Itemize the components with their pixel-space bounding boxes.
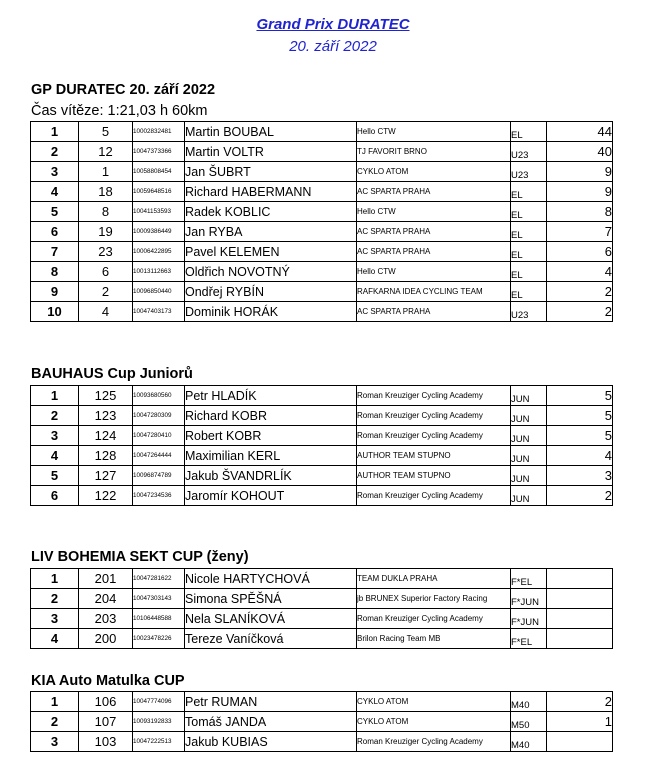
result-row [31,406,613,426]
license-cell: 10047403173 [133,302,185,322]
points-cell: 5 [547,426,613,446]
rank-cell: 4 [31,629,79,649]
license-cell: 10047774096 [133,692,185,712]
rider-name-cell: Radek KOBLIC [185,202,357,222]
category-cell: EL [511,202,547,222]
rider-name-cell: Simona SPĚŠNÁ [185,589,357,609]
rank-cell: 3 [31,732,79,752]
points-cell: 3 [547,466,613,486]
bib-cell: 5 [79,122,133,142]
bib-cell: 201 [79,569,133,589]
rider-name-cell: Richard KOBR [185,406,357,426]
bib-cell: 23 [79,242,133,262]
result-row [31,386,613,406]
club-cell: CYKLO ATOM [357,692,511,712]
points-cell: 40 [547,142,613,162]
bib-cell: 19 [79,222,133,242]
points-cell: 2 [547,302,613,322]
result-row [31,262,613,282]
bib-cell: 127 [79,466,133,486]
points-cell [547,569,613,589]
category-cell: U23 [511,302,547,322]
rider-name-cell: Jan RYBA [185,222,357,242]
section-gp-duratec-subtitle: Čas vítěze: 1:21,03 h 60km [31,103,208,119]
category-cell: JUN [511,486,547,506]
bib-cell: 6 [79,262,133,282]
results-table-gp-duratec [30,121,613,322]
rider-name-cell: Oldřich NOVOTNÝ [185,262,357,282]
rider-name-cell: Jan ŠUBRT [185,162,357,182]
rider-name-cell: Jakub KUBIAS [185,732,357,752]
rank-cell: 1 [31,386,79,406]
club-cell: Roman Kreuziger Cycling Academy [357,486,511,506]
bib-cell: 200 [79,629,133,649]
category-cell: M50 [511,712,547,732]
rank-cell: 8 [31,262,79,282]
category-cell: U23 [511,162,547,182]
result-row [31,569,613,589]
bib-cell: 18 [79,182,133,202]
result-row [31,162,613,182]
section-kia-title: KIA Auto Matulka CUP [31,673,185,689]
category-cell: JUN [511,386,547,406]
result-row [31,122,613,142]
category-cell: F*JUN [511,609,547,629]
result-row [31,629,613,649]
result-row [31,609,613,629]
points-cell [547,609,613,629]
points-cell: 5 [547,386,613,406]
bib-cell: 124 [79,426,133,446]
club-cell: Roman Kreuziger Cycling Academy [357,609,511,629]
rank-cell: 2 [31,589,79,609]
points-cell: 2 [547,282,613,302]
club-cell: AUTHOR TEAM STUPNO [357,446,511,466]
license-cell: 10047280309 [133,406,185,426]
bib-cell: 128 [79,446,133,466]
category-cell: F*JUN [511,589,547,609]
result-row [31,242,613,262]
rider-name-cell: Jaromír KOHOUT [185,486,357,506]
rider-name-cell: Pavel KELEMEN [185,242,357,262]
result-row [31,712,613,732]
club-cell: Hello CTW [357,202,511,222]
rider-name-cell: Ondřej RYBÍN [185,282,357,302]
points-cell: 9 [547,162,613,182]
bib-cell: 122 [79,486,133,506]
section-gp-duratec-title: GP DURATEC 20. září 2022 [31,82,216,98]
bib-cell: 4 [79,302,133,322]
points-cell: 4 [547,446,613,466]
category-cell: JUN [511,426,547,446]
license-cell: 10096850440 [133,282,185,302]
results-table-liv-bohemia [30,568,613,649]
bib-cell: 123 [79,406,133,426]
license-cell: 10047373366 [133,142,185,162]
points-cell: 4 [547,262,613,282]
rank-cell: 9 [31,282,79,302]
points-cell: 2 [547,692,613,712]
category-cell: EL [511,182,547,202]
club-cell: AC SPARTA PRAHA [357,242,511,262]
bib-cell: 8 [79,202,133,222]
club-cell: Roman Kreuziger Cycling Academy [357,426,511,446]
club-cell: CYKLO ATOM [357,712,511,732]
result-row [31,446,613,466]
license-cell: 10041153593 [133,202,185,222]
result-row [31,466,613,486]
rider-name-cell: Maximilian KERL [185,446,357,466]
rank-cell: 6 [31,222,79,242]
category-cell: M40 [511,732,547,752]
rank-cell: 5 [31,466,79,486]
category-cell: F*EL [511,629,547,649]
rank-cell: 2 [31,142,79,162]
bib-cell: 203 [79,609,133,629]
category-cell: M40 [511,692,547,712]
category-cell: F*EL [511,569,547,589]
rider-name-cell: Martin VOLTR [185,142,357,162]
rider-name-cell: Petr RUMAN [185,692,357,712]
club-cell: Roman Kreuziger Cycling Academy [357,386,511,406]
category-cell: EL [511,262,547,282]
category-cell: EL [511,242,547,262]
club-cell: AC SPARTA PRAHA [357,182,511,202]
license-cell: 10047234536 [133,486,185,506]
rank-cell: 2 [31,712,79,732]
rank-cell: 1 [31,569,79,589]
club-cell: AUTHOR TEAM STUPNO [357,466,511,486]
event-date: 20. září 2022 [289,38,377,55]
points-cell [547,589,613,609]
category-cell: JUN [511,406,547,426]
result-row [31,142,613,162]
club-cell: jb BRUNEX Superior Factory Racing [357,589,511,609]
club-cell: Hello CTW [357,262,511,282]
rider-name-cell: Martin BOUBAL [185,122,357,142]
rider-name-cell: Nicole HARTYCHOVÁ [185,569,357,589]
rider-name-cell: Tomáš JANDA [185,712,357,732]
result-row [31,426,613,446]
club-cell: Roman Kreuziger Cycling Academy [357,732,511,752]
rank-cell: 3 [31,426,79,446]
points-cell [547,629,613,649]
license-cell: 10058808454 [133,162,185,182]
points-cell: 44 [547,122,613,142]
bib-cell: 106 [79,692,133,712]
points-cell: 8 [547,202,613,222]
license-cell: 10047264444 [133,446,185,466]
bib-cell: 2 [79,282,133,302]
club-cell: Roman Kreuziger Cycling Academy [357,406,511,426]
points-cell: 2 [547,486,613,506]
license-cell: 10047280410 [133,426,185,446]
result-row [31,692,613,712]
rider-name-cell: Dominik HORÁK [185,302,357,322]
license-cell: 10106448588 [133,609,185,629]
club-cell: Brilon Racing Team MB [357,629,511,649]
license-cell: 10096874789 [133,466,185,486]
result-row [31,589,613,609]
points-cell: 7 [547,222,613,242]
rank-cell: 7 [31,242,79,262]
points-cell: 9 [547,182,613,202]
bib-cell: 107 [79,712,133,732]
club-cell: TEAM DUKLA PRAHA [357,569,511,589]
rank-cell: 4 [31,182,79,202]
bib-cell: 204 [79,589,133,609]
bib-cell: 125 [79,386,133,406]
category-cell: EL [511,282,547,302]
category-cell: EL [511,222,547,242]
rank-cell: 10 [31,302,79,322]
result-row [31,282,613,302]
license-cell: 10002832481 [133,122,185,142]
rank-cell: 1 [31,122,79,142]
result-row [31,182,613,202]
result-row [31,732,613,752]
rider-name-cell: Tereze Vaníčková [185,629,357,649]
rider-name-cell: Richard HABERMANN [185,182,357,202]
bib-cell: 103 [79,732,133,752]
section-liv-bohemia-title: LIV BOHEMIA SEKT CUP (ženy) [31,549,249,565]
rank-cell: 4 [31,446,79,466]
license-cell: 10006422895 [133,242,185,262]
event-title: Grand Prix DURATEC [256,16,410,33]
results-table-kia [30,691,613,752]
club-cell: Hello CTW [357,122,511,142]
license-cell: 10023478226 [133,629,185,649]
rank-cell: 1 [31,692,79,712]
club-cell: TJ FAVORIT BRNO [357,142,511,162]
rider-name-cell: Nela SLANÍKOVÁ [185,609,357,629]
rank-cell: 5 [31,202,79,222]
bib-cell: 1 [79,162,133,182]
section-bauhaus-title: BAUHAUS Cup Juniorů [31,366,193,382]
club-cell: RAFKARNA IDEA CYCLING TEAM [357,282,511,302]
result-row [31,302,613,322]
license-cell: 10047222513 [133,732,185,752]
license-cell: 10059648516 [133,182,185,202]
license-cell: 10093680560 [133,386,185,406]
rank-cell: 3 [31,162,79,182]
points-cell: 1 [547,712,613,732]
bib-cell: 12 [79,142,133,162]
license-cell: 10047303143 [133,589,185,609]
license-cell: 10009386449 [133,222,185,242]
points-cell: 5 [547,406,613,426]
rank-cell: 3 [31,609,79,629]
result-row [31,486,613,506]
rider-name-cell: Petr HLADÍK [185,386,357,406]
license-cell: 10093192833 [133,712,185,732]
category-cell: EL [511,122,547,142]
rank-cell: 2 [31,406,79,426]
result-row [31,222,613,242]
results-table-bauhaus [30,385,613,506]
rider-name-cell: Robert KOBR [185,426,357,446]
points-cell: 6 [547,242,613,262]
club-cell: AC SPARTA PRAHA [357,222,511,242]
license-cell: 10013112663 [133,262,185,282]
category-cell: U23 [511,142,547,162]
club-cell: CYKLO ATOM [357,162,511,182]
rank-cell: 6 [31,486,79,506]
club-cell: AC SPARTA PRAHA [357,302,511,322]
rider-name-cell: Jakub ŠVANDRLÍK [185,466,357,486]
license-cell: 10047281622 [133,569,185,589]
category-cell: JUN [511,446,547,466]
result-row [31,202,613,222]
points-cell [547,732,613,752]
category-cell: JUN [511,466,547,486]
